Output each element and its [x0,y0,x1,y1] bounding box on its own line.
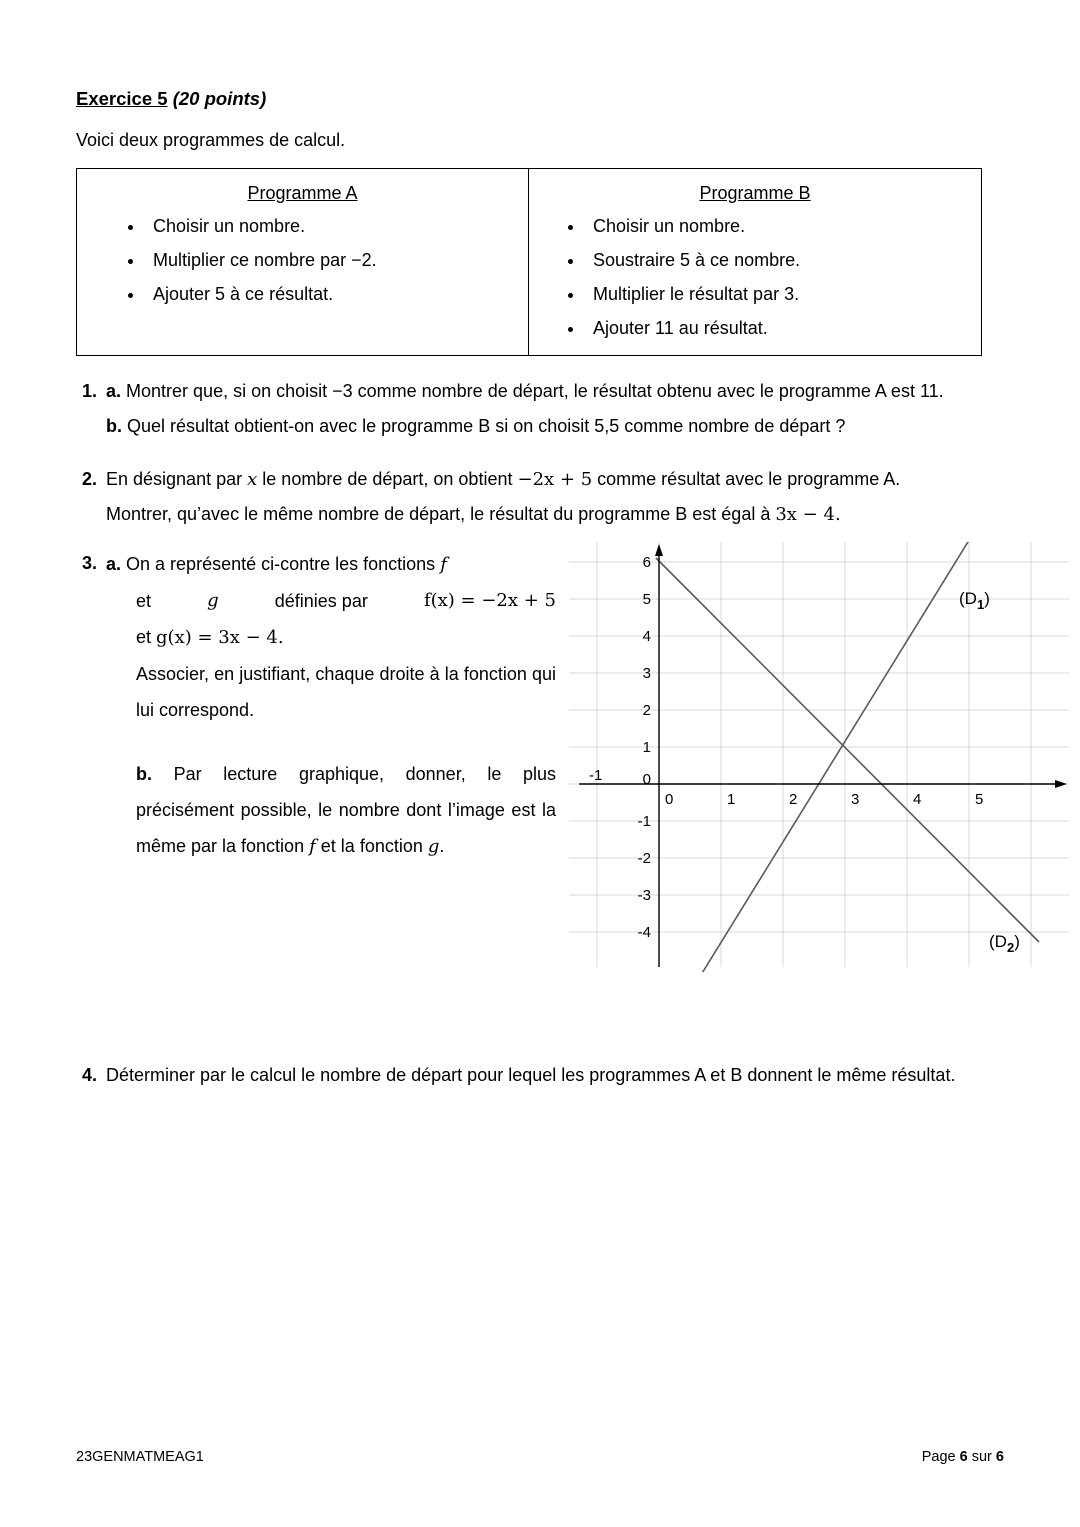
footer-page-mid: sur [971,1449,992,1465]
q2-text-1: En désignant par [106,469,243,490]
x-tick-4: 4 [913,791,922,809]
label-d1: $(D_1)$ [959,589,990,613]
q3b-text-2: et la fonction [320,836,423,857]
q3a-et-1: et [136,591,152,612]
question-1a [106,374,1004,409]
question-1a-label: a. [106,381,122,401]
footer-page-prefix: Page [921,1449,956,1465]
list-item: • Soustraire 5 à ce nombre. [585,250,971,271]
programme-b-column [529,169,981,355]
y-tick-2: 2 [642,702,651,720]
question-3a-line4: Associer, en justifiant, chaque droite à la fonction qui lui correspond. [136,664,556,721]
programme-b-steps [539,216,971,339]
y-tick-4: 4 [642,628,651,646]
x-tick-5: 5 [975,791,984,809]
exercise-title-text: Exercice 5 [76,88,168,109]
q3a-gx: g(x) = 3x − 4. [156,627,284,649]
y-tick--4: -4 [637,924,651,942]
question-2-line-1 [106,462,1004,497]
y-tick-1: 1 [642,739,651,757]
question-2-number: 2. [82,469,98,490]
question-1b [106,409,1004,444]
y-tick--3: -3 [637,887,651,905]
list-item: • Choisir un nombre. [145,216,518,237]
question-1-number: 1. [82,381,98,401]
list-item: • Ajouter 11 au résultat. [585,318,971,339]
programme-a-column [77,169,529,355]
question-1b-label: b. [106,416,122,437]
q3b-text-1: Par lecture graphique, donner, le plus précisément possible, le nombre dont l’image est la même par la fonction [136,764,556,857]
q3b-f: f [309,836,316,858]
question-3-figure-row [106,546,1069,984]
question-1a-text: Montrer que, si on choisit −3 comme nombre de départ, le résultat obtenu avec le programme A est 11. [126,381,944,401]
q2-expr-a: −2x + 5 [517,469,593,491]
q3a-text-1: On a représenté ci-contre les fonctions [126,554,436,575]
y-tick-0: 0 [642,771,651,789]
q3a-g: g [207,590,219,612]
list-item: • Ajouter 5 à ce résultat. [145,284,518,305]
programme-a-header: Programme A [247,183,358,203]
x-axis-arrow [1055,780,1067,788]
list-item: • Multiplier ce nombre par −2. [145,250,518,271]
functions-graph-svg [569,542,1069,972]
q3a-def: définies par [274,591,368,612]
question-3b-label: b. [136,764,152,785]
question-3-number: 3. [82,553,98,574]
question-2 [76,462,1004,532]
x-tick-1: 1 [727,791,736,809]
question-3a-label: a. [106,554,122,575]
footer-page-number: 6 [959,1449,968,1465]
question-3a-line2 [106,583,556,619]
footer-pagination [922,1449,1004,1465]
q3a-et-2: et [136,627,152,648]
question-2-body [106,462,1004,532]
q2-expr-b: 3x − 4. [775,504,841,526]
question-1-body [106,374,1004,444]
exercise-points: (20 points) [172,88,267,109]
x-tick-3: 3 [851,791,860,809]
q3b-text-3: . [439,836,445,857]
x-tick-2: 2 [789,791,798,809]
programme-a-steps [87,216,518,305]
y-tick-6: 6 [642,554,651,572]
label-d2: $(D_2)$ [989,932,1020,956]
y-tick--2: -2 [637,850,651,868]
q2-text-4: Montrer, qu’avec le même nombre de départ, le résultat du programme B est égal à [106,504,771,525]
y-tick--1: -1 [637,813,651,831]
y-tick-3: 3 [642,665,651,683]
programmes-box [76,168,982,356]
q2-var-x: x [247,469,258,491]
question-4-number: 4. [82,1065,98,1086]
question-2-line-2 [106,497,1004,532]
y-axis-arrow [655,544,663,556]
exercise-title [76,88,1004,110]
question-3a-line3 [106,619,561,656]
question-3 [76,546,1020,984]
list-item: • Multiplier le résultat par 3. [585,284,971,305]
q3a-f: f [440,554,447,576]
question-3a-line1 [106,546,561,583]
q3a-fx: f(x) = −2x + 5 [423,590,556,612]
q3b-g: g [427,836,440,858]
question-1b-text: Quel résultat obtient-on avec le programme B si on choisit 5,5 comme nombre de départ ? [127,416,846,437]
graph-figure [569,542,1069,984]
x-tick--1: -1 [589,767,603,785]
question-3-text [106,546,561,984]
x-tick-0: 0 [665,791,674,809]
q2-text-2: le nombre de départ, on obtient [262,469,513,490]
question-3-body [106,546,1069,984]
y-tick-5: 5 [642,591,651,609]
footer-page-total: 6 [995,1449,1004,1465]
question-3b [106,756,556,865]
graph-axes [579,550,1061,967]
q2-text-3: comme résultat avec le programme A. [597,469,901,490]
line-d2 [656,558,1039,942]
question-4-text: Déterminer par le calcul le nombre de départ pour lequel les programmes A et B donnent le même résultat. [106,1065,956,1086]
intro-text: Voici deux programmes de calcul. [76,130,346,150]
question-4 [76,1058,1004,1093]
question-1 [76,374,1004,444]
programme-b-header: Programme B [699,183,811,203]
page-footer [76,1449,1004,1465]
line-d1-visible [659,562,1021,943]
page-content [76,88,1020,1094]
list-item: • Choisir un nombre. [585,216,971,237]
footer-code: 23GENMATMEAG1 [76,1449,204,1465]
